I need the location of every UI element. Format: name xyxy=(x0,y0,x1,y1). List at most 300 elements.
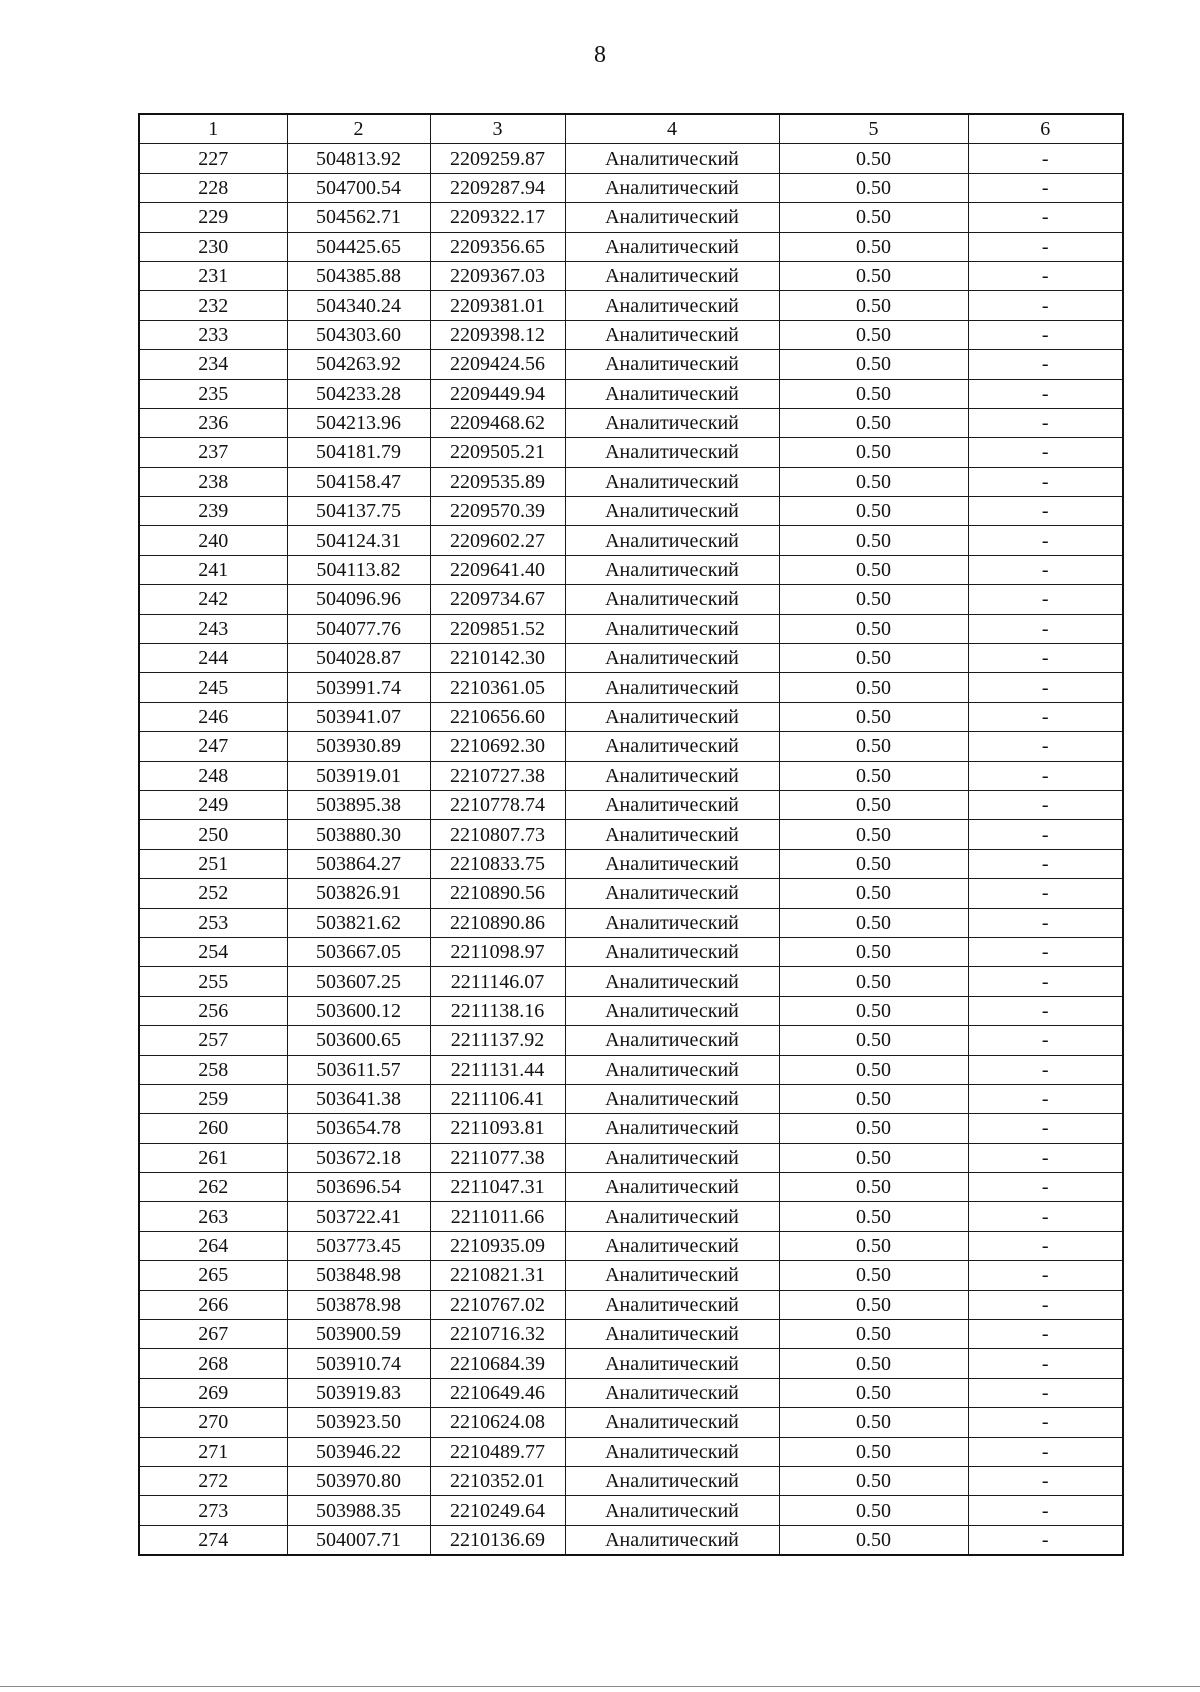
table-row xyxy=(139,1173,1123,1202)
x-coordinate-cell: 504124.31 xyxy=(287,526,430,555)
table-row xyxy=(139,467,1123,496)
x-coordinate-cell: 504137.75 xyxy=(287,497,430,526)
table-row xyxy=(139,320,1123,349)
method-cell: Аналитический xyxy=(565,173,779,202)
accuracy-cell: 0.50 xyxy=(779,1261,968,1290)
accuracy-cell: 0.50 xyxy=(779,585,968,614)
accuracy-cell: 0.50 xyxy=(779,1496,968,1525)
method-cell: Аналитический xyxy=(565,467,779,496)
table-row xyxy=(139,585,1123,614)
remark-cell: - xyxy=(968,467,1123,496)
method-cell: Аналитический xyxy=(565,644,779,673)
y-coordinate-cell: 2209287.94 xyxy=(430,173,565,202)
point-number-cell: 237 xyxy=(139,438,287,467)
point-number-cell: 250 xyxy=(139,820,287,849)
method-cell: Аналитический xyxy=(565,1114,779,1143)
table-row xyxy=(139,967,1123,996)
table-row xyxy=(139,1290,1123,1319)
point-number-cell: 269 xyxy=(139,1378,287,1407)
y-coordinate-cell: 2211138.16 xyxy=(430,996,565,1025)
x-coordinate-cell: 504096.96 xyxy=(287,585,430,614)
x-coordinate-cell: 503900.59 xyxy=(287,1320,430,1349)
y-coordinate-cell: 2209641.40 xyxy=(430,555,565,584)
remark-cell: - xyxy=(968,996,1123,1025)
point-number-cell: 271 xyxy=(139,1437,287,1466)
table-row xyxy=(139,1055,1123,1084)
y-coordinate-cell: 2209602.27 xyxy=(430,526,565,555)
point-number-cell: 265 xyxy=(139,1261,287,1290)
table-row xyxy=(139,820,1123,849)
method-cell: Аналитический xyxy=(565,1496,779,1525)
x-coordinate-cell: 503826.91 xyxy=(287,879,430,908)
remark-cell: - xyxy=(968,438,1123,467)
remark-cell: - xyxy=(968,232,1123,261)
table-row xyxy=(139,1349,1123,1378)
column-header: 5 xyxy=(779,114,968,144)
accuracy-cell: 0.50 xyxy=(779,1408,968,1437)
remark-cell: - xyxy=(968,585,1123,614)
y-coordinate-cell: 2210890.86 xyxy=(430,908,565,937)
point-number-cell: 247 xyxy=(139,732,287,761)
point-number-cell: 236 xyxy=(139,408,287,437)
column-header: 1 xyxy=(139,114,287,144)
point-number-cell: 249 xyxy=(139,790,287,819)
point-number-cell: 230 xyxy=(139,232,287,261)
table-row xyxy=(139,673,1123,702)
accuracy-cell: 0.50 xyxy=(779,790,968,819)
method-cell: Аналитический xyxy=(565,937,779,966)
point-number-cell: 272 xyxy=(139,1466,287,1495)
accuracy-cell: 0.50 xyxy=(779,967,968,996)
method-cell: Аналитический xyxy=(565,1466,779,1495)
y-coordinate-cell: 2210249.64 xyxy=(430,1496,565,1525)
y-coordinate-cell: 2210142.30 xyxy=(430,644,565,673)
x-coordinate-cell: 504813.92 xyxy=(287,144,430,173)
table-row xyxy=(139,232,1123,261)
remark-cell: - xyxy=(968,820,1123,849)
point-number-cell: 241 xyxy=(139,555,287,584)
accuracy-cell: 0.50 xyxy=(779,467,968,496)
y-coordinate-cell: 2209535.89 xyxy=(430,467,565,496)
table-row xyxy=(139,203,1123,232)
method-cell: Аналитический xyxy=(565,261,779,290)
accuracy-cell: 0.50 xyxy=(779,614,968,643)
accuracy-cell: 0.50 xyxy=(779,173,968,202)
y-coordinate-cell: 2211137.92 xyxy=(430,1026,565,1055)
table-body xyxy=(139,144,1123,1555)
point-number-cell: 233 xyxy=(139,320,287,349)
remark-cell: - xyxy=(968,849,1123,878)
table-row xyxy=(139,408,1123,437)
accuracy-cell: 0.50 xyxy=(779,203,968,232)
y-coordinate-cell: 2211011.66 xyxy=(430,1202,565,1231)
y-coordinate-cell: 2210935.09 xyxy=(430,1231,565,1260)
remark-cell: - xyxy=(968,261,1123,290)
x-coordinate-cell: 504303.60 xyxy=(287,320,430,349)
table-row xyxy=(139,1143,1123,1172)
x-coordinate-cell: 503821.62 xyxy=(287,908,430,937)
y-coordinate-cell: 2209322.17 xyxy=(430,203,565,232)
accuracy-cell: 0.50 xyxy=(779,1378,968,1407)
remark-cell: - xyxy=(968,320,1123,349)
x-coordinate-cell: 503919.83 xyxy=(287,1378,430,1407)
table-row xyxy=(139,1231,1123,1260)
method-cell: Аналитический xyxy=(565,1143,779,1172)
remark-cell: - xyxy=(968,1408,1123,1437)
table-row xyxy=(139,849,1123,878)
x-coordinate-cell: 504181.79 xyxy=(287,438,430,467)
remark-cell: - xyxy=(968,350,1123,379)
y-coordinate-cell: 2210716.32 xyxy=(430,1320,565,1349)
table-row xyxy=(139,614,1123,643)
point-number-cell: 253 xyxy=(139,908,287,937)
x-coordinate-cell: 503946.22 xyxy=(287,1437,430,1466)
remark-cell: - xyxy=(968,937,1123,966)
x-coordinate-cell: 504263.92 xyxy=(287,350,430,379)
method-cell: Аналитический xyxy=(565,1055,779,1084)
table-row xyxy=(139,1026,1123,1055)
accuracy-cell: 0.50 xyxy=(779,291,968,320)
x-coordinate-cell: 503919.01 xyxy=(287,761,430,790)
accuracy-cell: 0.50 xyxy=(779,820,968,849)
method-cell: Аналитический xyxy=(565,1290,779,1319)
method-cell: Аналитический xyxy=(565,996,779,1025)
point-number-cell: 242 xyxy=(139,585,287,614)
method-cell: Аналитический xyxy=(565,1202,779,1231)
remark-cell: - xyxy=(968,908,1123,937)
y-coordinate-cell: 2210649.46 xyxy=(430,1378,565,1407)
method-cell: Аналитический xyxy=(565,526,779,555)
accuracy-cell: 0.50 xyxy=(779,144,968,173)
remark-cell: - xyxy=(968,1114,1123,1143)
method-cell: Аналитический xyxy=(565,673,779,702)
table-row xyxy=(139,1408,1123,1437)
y-coordinate-cell: 2210778.74 xyxy=(430,790,565,819)
remark-cell: - xyxy=(968,1437,1123,1466)
table-row xyxy=(139,1496,1123,1525)
remark-cell: - xyxy=(968,1143,1123,1172)
accuracy-cell: 0.50 xyxy=(779,1114,968,1143)
method-cell: Аналитический xyxy=(565,908,779,937)
method-cell: Аналитический xyxy=(565,320,779,349)
y-coordinate-cell: 2211077.38 xyxy=(430,1143,565,1172)
accuracy-cell: 0.50 xyxy=(779,555,968,584)
method-cell: Аналитический xyxy=(565,1378,779,1407)
table-row xyxy=(139,937,1123,966)
y-coordinate-cell: 2210361.05 xyxy=(430,673,565,702)
y-coordinate-cell: 2209398.12 xyxy=(430,320,565,349)
remark-cell: - xyxy=(968,732,1123,761)
x-coordinate-cell: 503991.74 xyxy=(287,673,430,702)
table-row xyxy=(139,144,1123,173)
method-cell: Аналитический xyxy=(565,350,779,379)
point-number-cell: 243 xyxy=(139,614,287,643)
table-row xyxy=(139,497,1123,526)
y-coordinate-cell: 2209356.65 xyxy=(430,232,565,261)
y-coordinate-cell: 2211098.97 xyxy=(430,937,565,966)
remark-cell: - xyxy=(968,1496,1123,1525)
coordinates-table xyxy=(138,113,1124,1556)
y-coordinate-cell: 2210767.02 xyxy=(430,1290,565,1319)
remark-cell: - xyxy=(968,555,1123,584)
point-number-cell: 239 xyxy=(139,497,287,526)
accuracy-cell: 0.50 xyxy=(779,1437,968,1466)
y-coordinate-cell: 2209570.39 xyxy=(430,497,565,526)
table-row xyxy=(139,1114,1123,1143)
y-coordinate-cell: 2210136.69 xyxy=(430,1525,565,1555)
point-number-cell: 257 xyxy=(139,1026,287,1055)
x-coordinate-cell: 503848.98 xyxy=(287,1261,430,1290)
table-row xyxy=(139,732,1123,761)
x-coordinate-cell: 504340.24 xyxy=(287,291,430,320)
column-header: 2 xyxy=(287,114,430,144)
table-row xyxy=(139,555,1123,584)
accuracy-cell: 0.50 xyxy=(779,1026,968,1055)
point-number-cell: 248 xyxy=(139,761,287,790)
method-cell: Аналитический xyxy=(565,849,779,878)
accuracy-cell: 0.50 xyxy=(779,320,968,349)
coordinates-table-container xyxy=(138,113,1122,1556)
point-number-cell: 252 xyxy=(139,879,287,908)
y-coordinate-cell: 2210807.73 xyxy=(430,820,565,849)
accuracy-cell: 0.50 xyxy=(779,1320,968,1349)
remark-cell: - xyxy=(968,497,1123,526)
x-coordinate-cell: 504233.28 xyxy=(287,379,430,408)
point-number-cell: 229 xyxy=(139,203,287,232)
method-cell: Аналитический xyxy=(565,1408,779,1437)
x-coordinate-cell: 503930.89 xyxy=(287,732,430,761)
method-cell: Аналитический xyxy=(565,1084,779,1113)
y-coordinate-cell: 2209449.94 xyxy=(430,379,565,408)
y-coordinate-cell: 2211146.07 xyxy=(430,967,565,996)
accuracy-cell: 0.50 xyxy=(779,1231,968,1260)
y-coordinate-cell: 2209851.52 xyxy=(430,614,565,643)
point-number-cell: 231 xyxy=(139,261,287,290)
point-number-cell: 262 xyxy=(139,1173,287,1202)
remark-cell: - xyxy=(968,1290,1123,1319)
table-row xyxy=(139,1084,1123,1113)
x-coordinate-cell: 504562.71 xyxy=(287,203,430,232)
accuracy-cell: 0.50 xyxy=(779,937,968,966)
y-coordinate-cell: 2210821.31 xyxy=(430,1261,565,1290)
point-number-cell: 251 xyxy=(139,849,287,878)
bottom-edge-rule xyxy=(0,1686,1200,1687)
point-number-cell: 258 xyxy=(139,1055,287,1084)
y-coordinate-cell: 2209381.01 xyxy=(430,291,565,320)
x-coordinate-cell: 504385.88 xyxy=(287,261,430,290)
remark-cell: - xyxy=(968,408,1123,437)
method-cell: Аналитический xyxy=(565,702,779,731)
remark-cell: - xyxy=(968,203,1123,232)
accuracy-cell: 0.50 xyxy=(779,1084,968,1113)
table-row xyxy=(139,644,1123,673)
accuracy-cell: 0.50 xyxy=(779,1466,968,1495)
y-coordinate-cell: 2211131.44 xyxy=(430,1055,565,1084)
x-coordinate-cell: 503607.25 xyxy=(287,967,430,996)
x-coordinate-cell: 503611.57 xyxy=(287,1055,430,1084)
accuracy-cell: 0.50 xyxy=(779,849,968,878)
x-coordinate-cell: 503941.07 xyxy=(287,702,430,731)
x-coordinate-cell: 503773.45 xyxy=(287,1231,430,1260)
remark-cell: - xyxy=(968,1378,1123,1407)
table-row xyxy=(139,996,1123,1025)
method-cell: Аналитический xyxy=(565,790,779,819)
x-coordinate-cell: 503880.30 xyxy=(287,820,430,849)
x-coordinate-cell: 504425.65 xyxy=(287,232,430,261)
x-coordinate-cell: 504007.71 xyxy=(287,1525,430,1555)
method-cell: Аналитический xyxy=(565,438,779,467)
y-coordinate-cell: 2211106.41 xyxy=(430,1084,565,1113)
table-row xyxy=(139,261,1123,290)
table-row xyxy=(139,1466,1123,1495)
remark-cell: - xyxy=(968,1055,1123,1084)
table-header-row xyxy=(139,114,1123,144)
x-coordinate-cell: 503878.98 xyxy=(287,1290,430,1319)
table-row xyxy=(139,173,1123,202)
table-row xyxy=(139,1320,1123,1349)
x-coordinate-cell: 503641.38 xyxy=(287,1084,430,1113)
accuracy-cell: 0.50 xyxy=(779,996,968,1025)
accuracy-cell: 0.50 xyxy=(779,261,968,290)
y-coordinate-cell: 2210656.60 xyxy=(430,702,565,731)
x-coordinate-cell: 503970.80 xyxy=(287,1466,430,1495)
accuracy-cell: 0.50 xyxy=(779,408,968,437)
method-cell: Аналитический xyxy=(565,585,779,614)
y-coordinate-cell: 2210727.38 xyxy=(430,761,565,790)
remark-cell: - xyxy=(968,1466,1123,1495)
table-row xyxy=(139,1202,1123,1231)
method-cell: Аналитический xyxy=(565,1349,779,1378)
method-cell: Аналитический xyxy=(565,1525,779,1555)
remark-cell: - xyxy=(968,1231,1123,1260)
table-row xyxy=(139,350,1123,379)
point-number-cell: 255 xyxy=(139,967,287,996)
y-coordinate-cell: 2209367.03 xyxy=(430,261,565,290)
x-coordinate-cell: 503672.18 xyxy=(287,1143,430,1172)
table-row xyxy=(139,379,1123,408)
y-coordinate-cell: 2211047.31 xyxy=(430,1173,565,1202)
point-number-cell: 266 xyxy=(139,1290,287,1319)
method-cell: Аналитический xyxy=(565,497,779,526)
x-coordinate-cell: 503910.74 xyxy=(287,1349,430,1378)
point-number-cell: 254 xyxy=(139,937,287,966)
y-coordinate-cell: 2209259.87 xyxy=(430,144,565,173)
x-coordinate-cell: 503654.78 xyxy=(287,1114,430,1143)
column-header: 4 xyxy=(565,114,779,144)
method-cell: Аналитический xyxy=(565,291,779,320)
point-number-cell: 264 xyxy=(139,1231,287,1260)
x-coordinate-cell: 504700.54 xyxy=(287,173,430,202)
x-coordinate-cell: 504213.96 xyxy=(287,408,430,437)
remark-cell: - xyxy=(968,1084,1123,1113)
y-coordinate-cell: 2210489.77 xyxy=(430,1437,565,1466)
remark-cell: - xyxy=(968,1349,1123,1378)
x-coordinate-cell: 503895.38 xyxy=(287,790,430,819)
remark-cell: - xyxy=(968,614,1123,643)
x-coordinate-cell: 503722.41 xyxy=(287,1202,430,1231)
method-cell: Аналитический xyxy=(565,1026,779,1055)
y-coordinate-cell: 2210833.75 xyxy=(430,849,565,878)
method-cell: Аналитический xyxy=(565,820,779,849)
method-cell: Аналитический xyxy=(565,232,779,261)
remark-cell: - xyxy=(968,967,1123,996)
y-coordinate-cell: 2210352.01 xyxy=(430,1466,565,1495)
point-number-cell: 238 xyxy=(139,467,287,496)
point-number-cell: 261 xyxy=(139,1143,287,1172)
remark-cell: - xyxy=(968,673,1123,702)
point-number-cell: 235 xyxy=(139,379,287,408)
accuracy-cell: 0.50 xyxy=(779,1055,968,1084)
point-number-cell: 259 xyxy=(139,1084,287,1113)
method-cell: Аналитический xyxy=(565,408,779,437)
table-row xyxy=(139,526,1123,555)
table-row xyxy=(139,438,1123,467)
point-number-cell: 246 xyxy=(139,702,287,731)
point-number-cell: 245 xyxy=(139,673,287,702)
remark-cell: - xyxy=(968,761,1123,790)
accuracy-cell: 0.50 xyxy=(779,1349,968,1378)
point-number-cell: 232 xyxy=(139,291,287,320)
method-cell: Аналитический xyxy=(565,732,779,761)
accuracy-cell: 0.50 xyxy=(779,379,968,408)
point-number-cell: 227 xyxy=(139,144,287,173)
y-coordinate-cell: 2210692.30 xyxy=(430,732,565,761)
accuracy-cell: 0.50 xyxy=(779,438,968,467)
method-cell: Аналитический xyxy=(565,967,779,996)
x-coordinate-cell: 503667.05 xyxy=(287,937,430,966)
remark-cell: - xyxy=(968,1525,1123,1555)
point-number-cell: 260 xyxy=(139,1114,287,1143)
accuracy-cell: 0.50 xyxy=(779,732,968,761)
method-cell: Аналитический xyxy=(565,879,779,908)
accuracy-cell: 0.50 xyxy=(779,879,968,908)
method-cell: Аналитический xyxy=(565,1437,779,1466)
table-row xyxy=(139,790,1123,819)
remark-cell: - xyxy=(968,379,1123,408)
accuracy-cell: 0.50 xyxy=(779,1525,968,1555)
point-number-cell: 270 xyxy=(139,1408,287,1437)
table-row xyxy=(139,1378,1123,1407)
table-row xyxy=(139,761,1123,790)
y-coordinate-cell: 2210890.56 xyxy=(430,879,565,908)
accuracy-cell: 0.50 xyxy=(779,644,968,673)
point-number-cell: 274 xyxy=(139,1525,287,1555)
table-row xyxy=(139,1525,1123,1555)
accuracy-cell: 0.50 xyxy=(779,673,968,702)
accuracy-cell: 0.50 xyxy=(779,1290,968,1319)
remark-cell: - xyxy=(968,173,1123,202)
method-cell: Аналитический xyxy=(565,1231,779,1260)
x-coordinate-cell: 503696.54 xyxy=(287,1173,430,1202)
point-number-cell: 263 xyxy=(139,1202,287,1231)
point-number-cell: 267 xyxy=(139,1320,287,1349)
x-coordinate-cell: 503864.27 xyxy=(287,849,430,878)
accuracy-cell: 0.50 xyxy=(779,232,968,261)
point-number-cell: 240 xyxy=(139,526,287,555)
remark-cell: - xyxy=(968,1261,1123,1290)
x-coordinate-cell: 503600.12 xyxy=(287,996,430,1025)
x-coordinate-cell: 503988.35 xyxy=(287,1496,430,1525)
remark-cell: - xyxy=(968,144,1123,173)
remark-cell: - xyxy=(968,1026,1123,1055)
x-coordinate-cell: 504028.87 xyxy=(287,644,430,673)
method-cell: Аналитический xyxy=(565,203,779,232)
remark-cell: - xyxy=(968,1320,1123,1349)
accuracy-cell: 0.50 xyxy=(779,526,968,555)
remark-cell: - xyxy=(968,1202,1123,1231)
accuracy-cell: 0.50 xyxy=(779,350,968,379)
table-row xyxy=(139,1437,1123,1466)
